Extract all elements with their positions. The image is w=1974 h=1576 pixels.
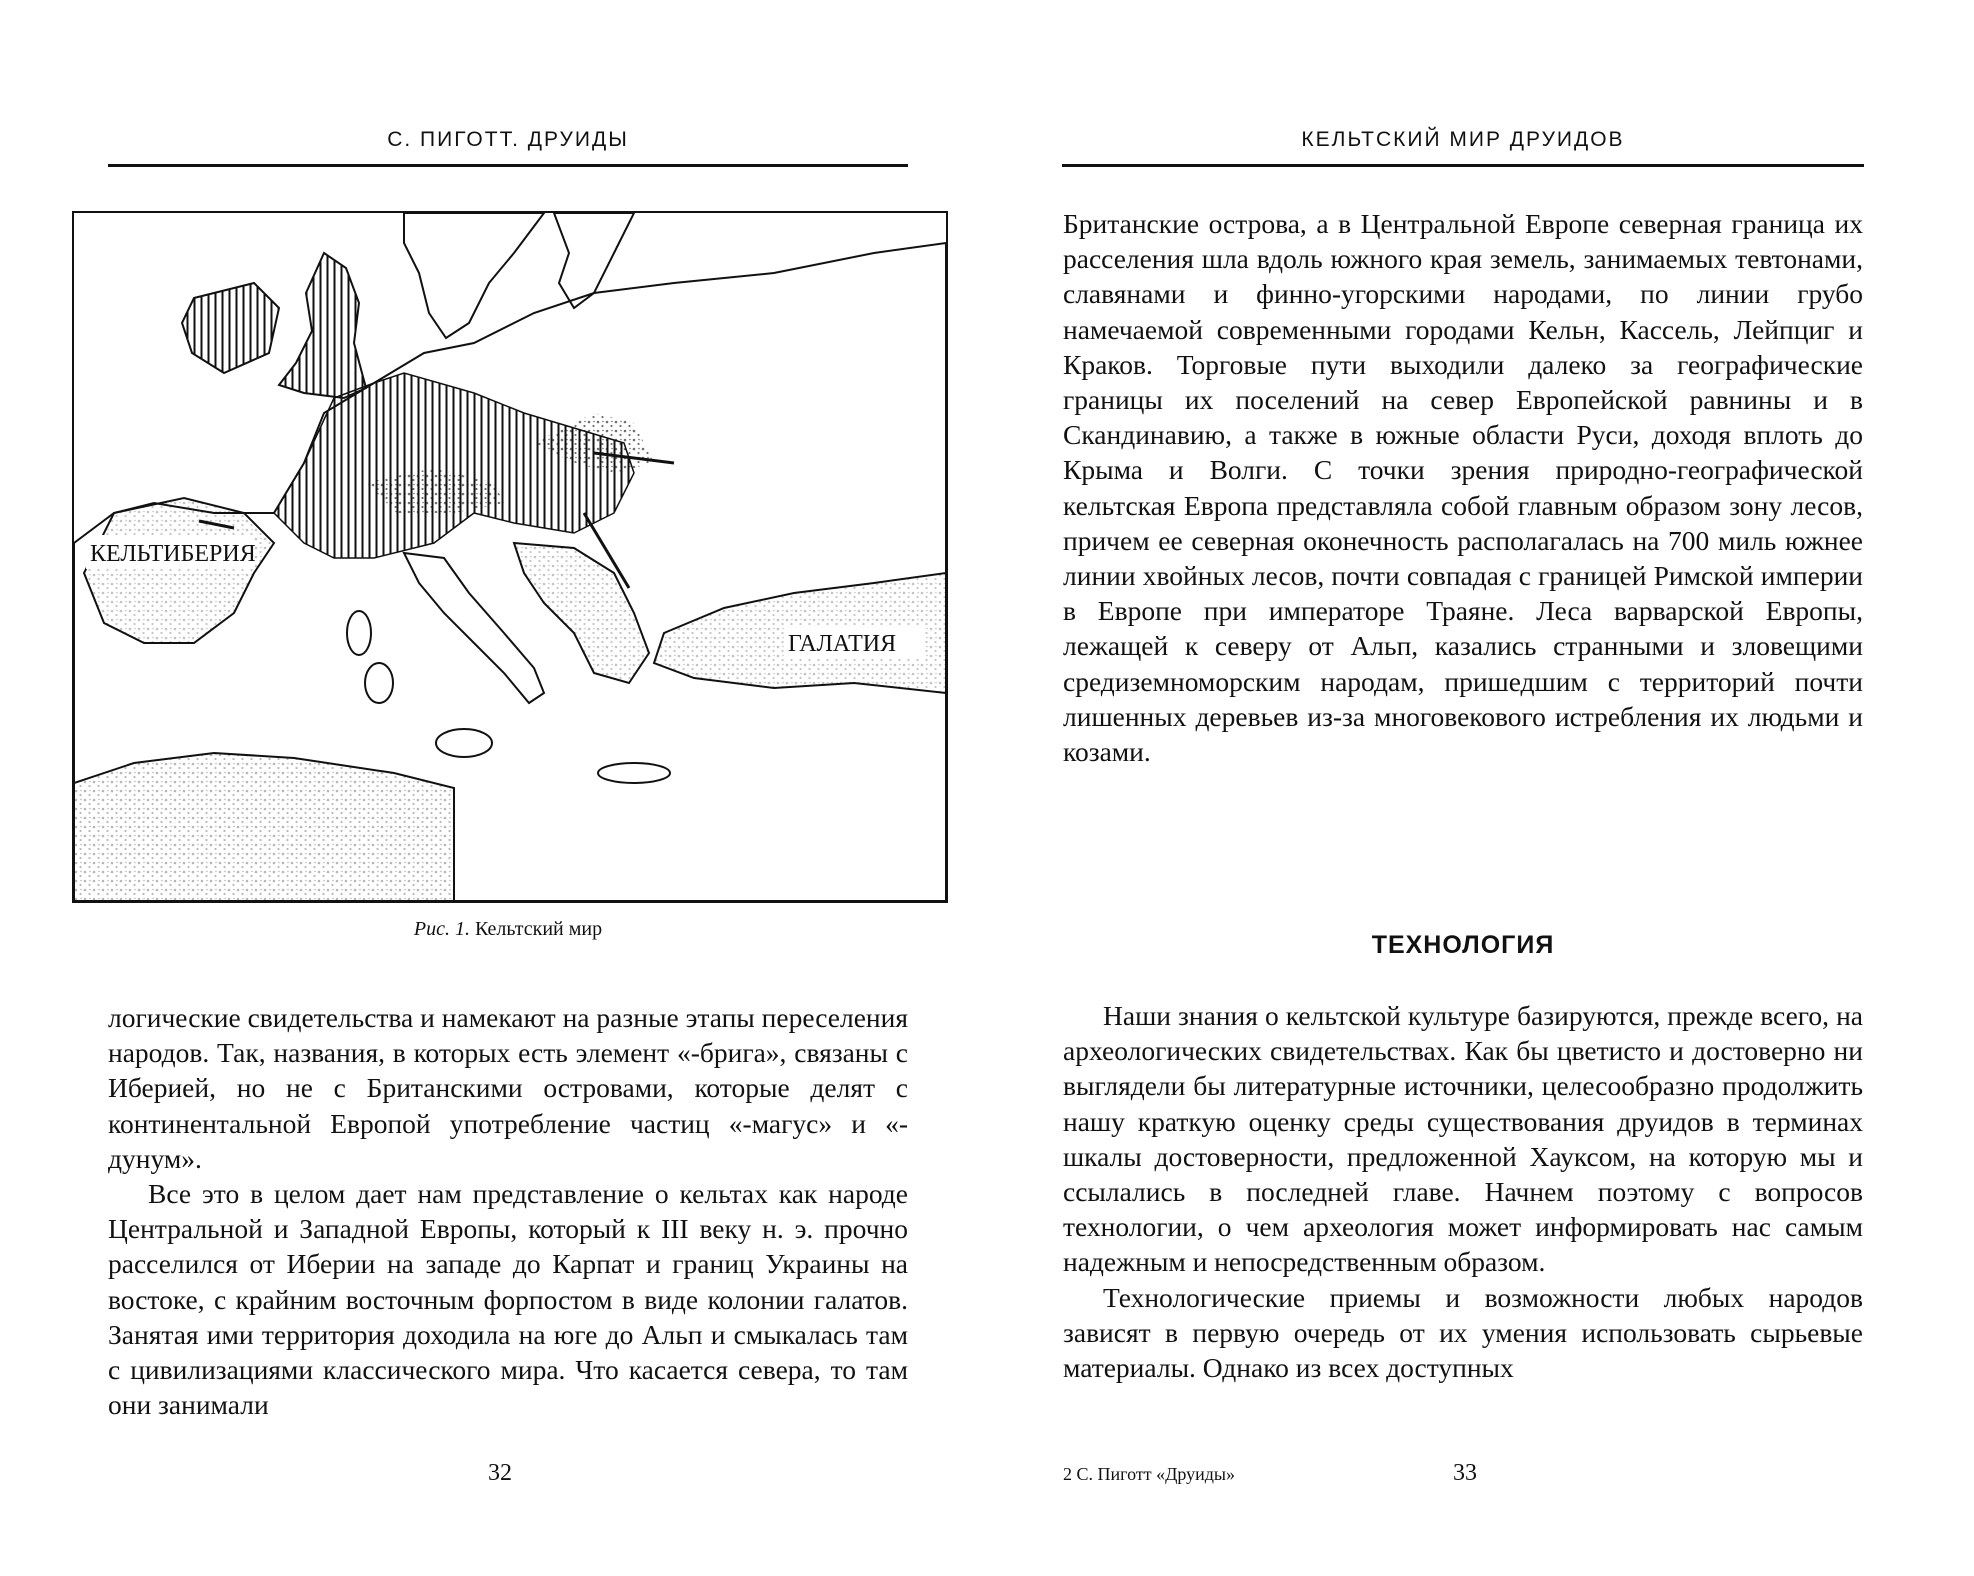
label-celtiberia: КЕЛЬТИБЕРИЯ (90, 541, 256, 567)
section-heading: ТЕХНОЛОГИЯ (1371, 931, 1555, 959)
running-head-left: С. ПИГОТТ. ДРУИДЫ (387, 128, 629, 151)
right-page (987, 0, 1974, 1576)
paragraph: Технологические приемы и возможности любых народов зависят в первую очередь от их умения использовать сырьевые материалы. Однако из всех доступных (1063, 1281, 1863, 1384)
signature-mark: 2 С. Пиготт «Друиды» (1063, 1464, 1235, 1484)
ireland (182, 283, 279, 373)
left-body-text (108, 1000, 908, 1422)
figure-caption (72, 918, 944, 941)
head-rule-left (108, 164, 908, 167)
paragraph: Все это в целом дает нам представление о кельтах как народе Центральной и Западной Европы, который к III веку н. э. прочно расселился от Иберии на западе до Карпат и границ Украины на востоке, с крайним восточным форпостом в виде колонии галатов. Занятая ими территория доходила на юге до Альп и смыкалась там с цивилизациями классического мира. Что касается севера, то там они занимали (108, 1178, 908, 1421)
paragraph: Наши знания о кельтской культуре базируются, прежде всего, на археологических свидетельствах. Как бы цветисто и достоверно ни выглядели бы литературные источники, целесообразно продолжить нашу краткую оценку среды существования друидов в терминах шкалы достоверности, предложенной Хауксом, на которую мы и ссылались в последней главе. Начнем поэтому с вопросов технологии, о чем археология может информировать нас самым надежным и непосредственным образом. (1063, 1000, 1863, 1278)
paragraph: Британские острова, а в Центральной Европе северная граница их расселения шла вдоль южного края земель, занимаемых тевтонами, славянами и финно-угорскими народами, по линии грубо намечаемой современными городами Кельн, Кассель, Лейпциг и Краков. Торговые пути выходили далеко за географические границы их поселений на север Европейской равнины и в Скандинавию, а также в южные области Руси, доходя вплоть до Крыма и Волги. С точки зрения природно-географической кельтская Европа представляла собой главным образом зону лесов, причем ее северная оконечность располагалась на 700 миль южнее линии хвойных лесов, почти совпадая с границей Римской империи в Европе при императоре Траяне. Леса варварской Европы, лежащей к северу от Альп, казались странными и зловещими средиземноморским народам, пришедшим с территорий почти лишенных деревьев из-за многовекового истребления их людьми и козами. (1063, 208, 1863, 768)
italy (404, 553, 544, 703)
north-africa (74, 753, 454, 901)
map-illustration (74, 213, 946, 901)
caption-text: Кельтский мир (469, 918, 603, 940)
page-number-left: 32 (488, 1460, 512, 1486)
label-galatia: ГАЛАТИЯ (788, 631, 897, 657)
celtic-world-map (72, 211, 948, 903)
iberia (84, 498, 274, 643)
britain (279, 253, 366, 398)
scandinavia-coast (404, 213, 634, 338)
paragraph: логические свидетельства и намекают на разные этапы переселения народов. Так, названия, в которых есть элемент «-брига», связаны с Иберией, но не с Британскими островами, которые делят с континентальной Европой употребление частиц «-магус» и «-дунум». (108, 1002, 908, 1174)
caption-label: Рис. 1. (413, 918, 470, 940)
head-rule-right (1062, 164, 1864, 167)
balkans (514, 543, 649, 683)
celtic-territory (274, 373, 634, 558)
right-body-text-top (1063, 206, 1863, 769)
running-head-right: КЕЛЬТСКИЙ МИР ДРУИДОВ (1301, 128, 1625, 151)
page-number-right: 33 (1453, 1460, 1477, 1486)
right-body-text-bottom (1063, 998, 1863, 1385)
